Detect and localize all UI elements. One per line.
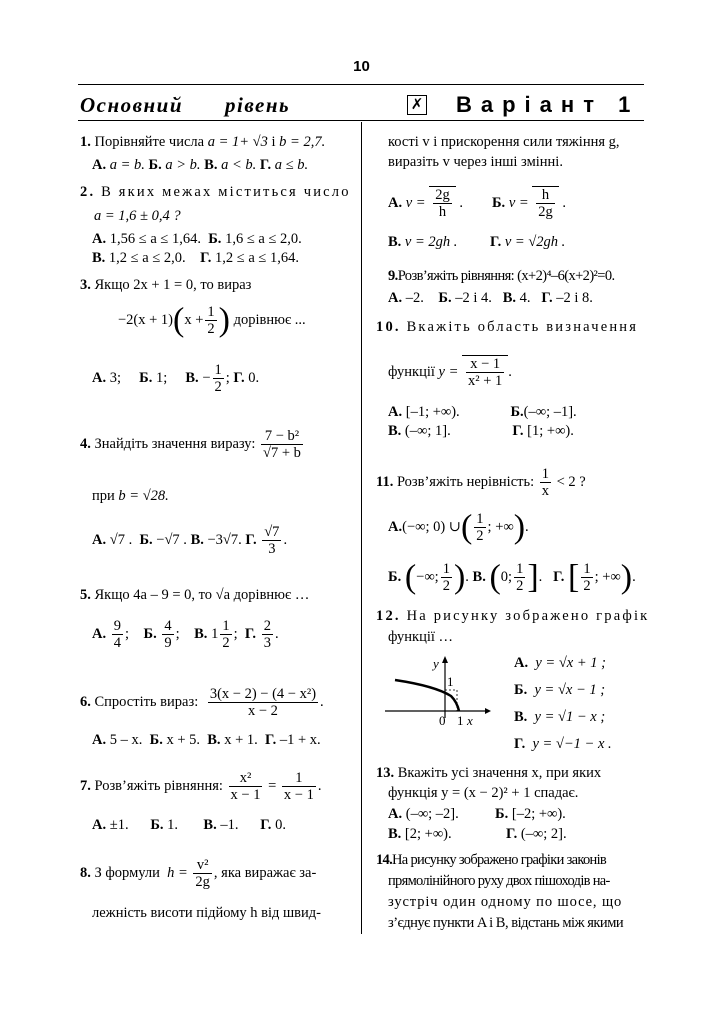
function-graph xyxy=(385,656,495,728)
question-8-options-row2: В. v = 2gh . Г. v = √2gh . xyxy=(388,234,566,250)
question-14: 14.На рисунку зображено графіки законів xyxy=(376,852,607,868)
question-13: 13. Вкажіть усі значення x, при яких xyxy=(376,765,602,781)
question-1-options: А. a = b. Б. a > b. В. a < b. Г. a ≤ b. xyxy=(92,157,309,173)
question-12: 12. На рисунку зображено графік xyxy=(376,608,650,624)
question-4-condition: при b = √28. xyxy=(92,488,169,504)
variant-title: Варіант 1 xyxy=(456,92,640,117)
question-11-options-bvg: Б. (−∞; $\frac{1}{2}$ ). В. (0; $\frac{1}{2}$ ]. Г. [ $\frac{1}{2}$ ; +∞). xyxy=(388,558,636,596)
question-8-line-4: виразіть v через інші змінні. xyxy=(388,154,563,170)
question-11: 11. Розв’яжіть нерівність: $\frac{1}{x}$ < 2 ? xyxy=(376,466,586,499)
x-axis-arrow-icon xyxy=(485,708,491,714)
question-7-options: А. ±1. Б. 1. В. –1. Г. 0. xyxy=(92,817,286,833)
question-10-func: функції y = $\frac{x - 1}{\text{x² + 1}}$ . xyxy=(388,356,512,389)
question-12-line-2: функції … xyxy=(388,629,454,645)
question-13-line-2: функція y = (x − 2)² + 1 спадає. xyxy=(388,785,579,801)
question-1: 1. Порівняйте числа a = 1+ √3 і b = 2,7. xyxy=(80,134,326,150)
column-divider xyxy=(361,122,362,934)
question-13-options-row1: А. (–∞; –2]. Б. [–2; +∞). xyxy=(388,806,566,822)
question-10-options-row2: В. (–∞; 1]. Г. [1; +∞). xyxy=(388,423,574,439)
graph-y-label: y xyxy=(433,656,439,671)
question-12-option-g: Г. y = √−1 − x . xyxy=(514,736,612,752)
question-3-options: А. 3; Б. 1; В. − $\frac{1}{2}$ ; Г. 0. xyxy=(92,362,260,395)
question-2-options-row2: В. 1,2 ≤ a ≤ 2,0. Г. 1,2 ≤ a ≤ 1,64. xyxy=(92,250,299,266)
question-8-options-row1: А. v = $\frac{2g}{h}$ . Б. v = $\frac{h}{2g}$ . xyxy=(388,187,567,220)
question-12-option-b: Б. y = √x − 1 ; xyxy=(514,682,606,698)
question-2-options-row1: А. 1,56 ≤ a ≤ 1,64. Б. 1,6 ≤ a ≤ 2,0. xyxy=(92,231,302,247)
question-5-options: А. $\frac{9}{4}$ ; Б. $\frac{4}{9}$ ; В. 1 $\frac{1}{2}$ ; Г. $\frac{2}{3}$ . xyxy=(92,618,279,651)
question-3: 3. Якщо 2x + 1 = 0, то вираз xyxy=(80,277,252,293)
page-number: 10 xyxy=(353,58,370,75)
question-8-line-3: кості v і прискорення сили тяжіння g, xyxy=(388,134,620,150)
question-14-line-2: прямолінійного руху двох пішоходів на- xyxy=(388,873,610,889)
question-6-options: А. 5 – x. Б. x + 5. В. x + 1. Г. –1 + x. xyxy=(92,732,321,748)
graph-one-label: 1 xyxy=(447,674,454,689)
graph-zero-label: 0 xyxy=(439,713,446,728)
y-axis-arrow-icon xyxy=(442,656,448,663)
question-4-options: А. √7 . Б. −√7 . В. −3√7. Г. $\frac{√7}{3}$ . xyxy=(92,524,288,557)
question-8: 8. З формули h = $\frac{\text{v²}}{2g}$ , яка виражає за- xyxy=(80,857,317,890)
header-rule-bottom xyxy=(78,120,644,121)
question-6: 6. Спростіть вираз: $\frac{\text{3(x − 2) − (4 − x²)}}{x - 2}$ . xyxy=(80,686,324,719)
graph-x-label: x xyxy=(467,713,473,728)
header-rule-top xyxy=(78,84,644,85)
question-2-expr: a = 1,6 ± 0,4 ? xyxy=(94,208,181,224)
question-12-option-v: В. y = √1 − x ; xyxy=(514,709,606,725)
question-4: 4. Знайдіть значення виразу: $\frac{\text{7 − b²}}{√7 + b}$ xyxy=(80,428,301,461)
question-2: 2. В яких межах міститься число xyxy=(80,184,351,200)
question-7: 7. Розв’яжіть рівняння: $\frac{\text{x²}}{x - 1}$ = $\frac{1}{x - 1}$ . xyxy=(80,770,322,803)
question-14-line-4: з’єднує пункти A і B, відстань між якими xyxy=(388,915,624,931)
question-9: 9.Розв’яжіть рівняння: (x+2)⁴–6(x+2)²=0. xyxy=(388,268,615,284)
question-8-line-2: лежність висоти підйому h від швид- xyxy=(92,905,321,921)
question-12-option-a: А. y = √x + 1 ; xyxy=(514,655,606,671)
question-10-options-row1: А. [–1; +∞). Б.(–∞; –1]. xyxy=(388,404,577,420)
question-11-option-a: А.(−∞; 0) ∪( $\frac{1}{2}$ ; +∞). xyxy=(388,508,529,546)
question-9-options: А. –2. Б. –2 і 4. В. 4. Г. –2 і 8. xyxy=(388,290,593,306)
question-10: 10. Вкажіть область визначення xyxy=(376,319,639,335)
graph-onex-label: 1 xyxy=(457,713,464,728)
check-icon: ✗ xyxy=(407,95,427,115)
question-3-expr: −2(x + 1)(x + $\frac{1}{2}$ ) дорівнює ... xyxy=(118,301,306,339)
question-14-line-3: зустріч один одному по шосе, що xyxy=(388,894,623,910)
question-5: 5. Якщо 4a – 9 = 0, то √a дорівнює … xyxy=(80,587,310,603)
level-title: Основний рівень xyxy=(80,93,291,117)
question-13-options-row2: В. [2; +∞). Г. (–∞; 2]. xyxy=(388,826,567,842)
